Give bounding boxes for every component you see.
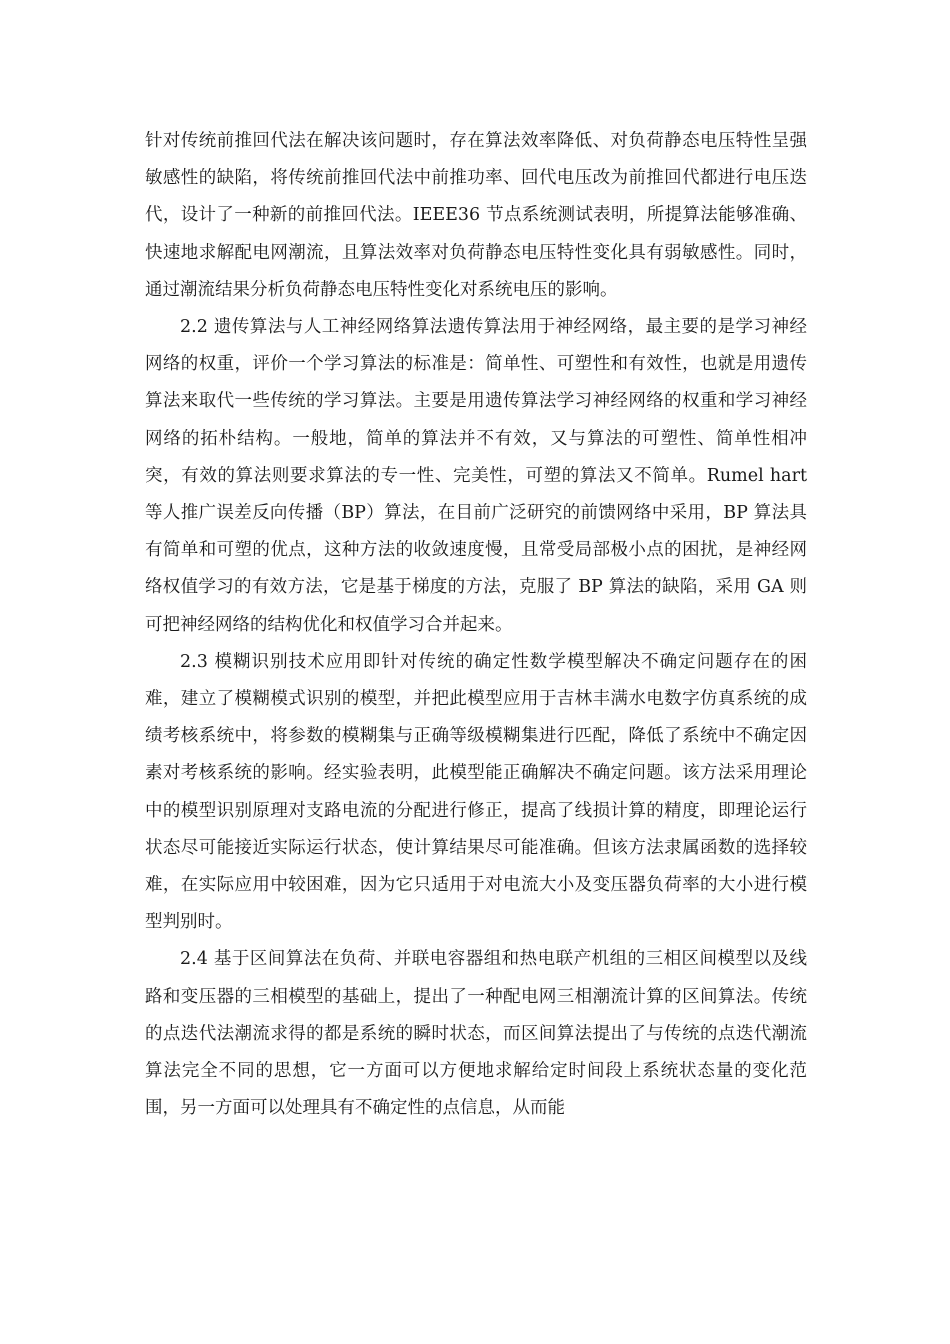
paragraph-intro: 针对传统前推回代法在解决该问题时，存在算法效率降低、对负荷静态电压特性呈强敏感性的缺陷，将传统前推回代法中前推功率、回代电压改为前推回代都进行电压迭代，设计了一种新的前推回代法。IEEE36 节点系统测试表明，所提算法能够准确、快速地求解配电网潮流，且算法效率对负荷静态电压特性变化具有弱敏感性。同时，通过潮流结果分析负荷静态电压特性变化对系统电压的影响。: [145, 131, 807, 300]
paragraph-section-2-2: 2.2 遗传算法与人工神经网络算法遗传算法用于神经网络，最主要的是学习神经网络的权重，评价一个学习算法的标准是：简单性、可塑性和有效性，也就是用遗传算法来取代一些传统的学习算法。主要是用遗传算法学习神经网络的权重和学习神经网络的拓朴结构。一般地，简单的算法并不有效，又与算法的可塑性、简单性相冲突，有效的算法则要求算法的专一性、完美性，可塑的算法又不简单。Rumel hart 等人推广误差反向传播（BP）算法，在目前广泛研究的前馈网络中采用，BP 算法具有简单和可塑的优点，这种方法的收敛速度慢，且常受局部极小点的困扰，是神经网络权值学习的有效方法，它是基于梯度的方法，克服了 BP 算法的缺陷，采用 GA 则可把神经网络的结构优化和权值学习合并起来。: [145, 317, 807, 635]
paragraph-section-2-4: 2.4 基于区间算法在负荷、并联电容器组和热电联产机组的三相区间模型以及线路和变压器的三相模型的基础上，提出了一种配电网三相潮流计算的区间算法。传统的点迭代法潮流求得的都是系统的瞬时状态，而区间算法提出了与传统的点迭代潮流算法完全不同的思想，它一方面可以方便地求解给定时间段上系统状态量的变化范围，另一方面可以处理具有不确定性的点信息，从而能: [145, 949, 807, 1119]
paragraph-section-2-3: 2.3 模糊识别技术应用即针对传统的确定性数学模型解决不确定问题存在的困难，建立了模糊模式识别的模型，并把此模型应用于吉林丰满水电数字仿真系统的成绩考核系统中，将参数的模糊集与正确等级模糊集进行匹配，降低了系统中不确定因素对考核系统的影响。经实验表明，此模型能正确解决不确定问题。该方法采用理论中的模型识别原理对支路电流的分配进行修正，提高了线损计算的精度，即理论运行状态尽可能接近实际运行状态，使计算结果尽可能准确。但该方法隶属函数的选择较难，在实际应用中较困难，因为它只适用于对电流大小及变压器负荷率的大小进行模型判别时。: [145, 651, 807, 933]
document-body: [145, 123, 807, 1127]
